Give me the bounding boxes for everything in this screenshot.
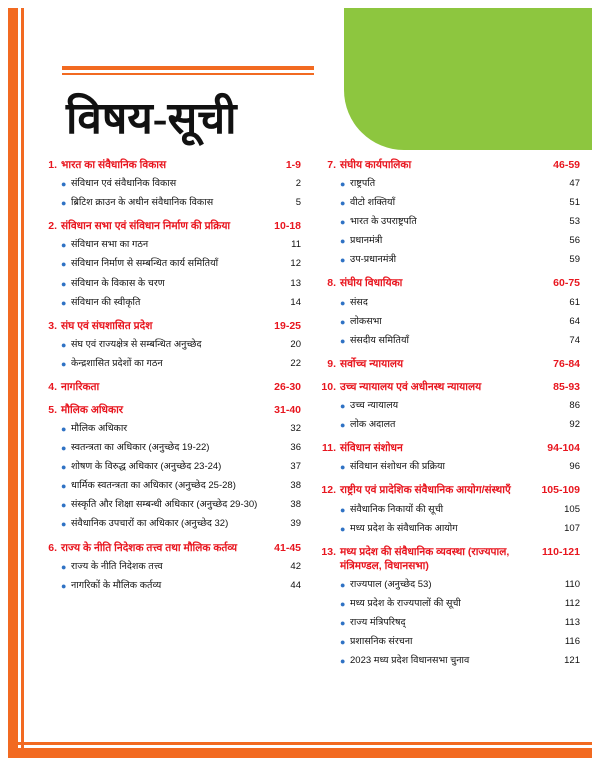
toc-subsection-title: संविधान निर्माण से सम्बन्धित कार्य समितियाँ [71, 258, 219, 270]
toc-subsection-page: 110 [564, 578, 580, 590]
toc-chapter-row[interactable] [319, 380, 580, 394]
toc-subsection-row[interactable] [319, 598, 580, 611]
toc-subsection-page: 56 [569, 235, 580, 247]
toc-chapter-pages: 60-75 [553, 277, 580, 290]
toc-subsection-page: 11 [291, 239, 301, 251]
bullet-icon: ● [61, 278, 67, 289]
toc-chapter-pages: 10-18 [274, 220, 301, 233]
toc-subsection-title: संसद [350, 296, 368, 308]
toc-chapter-title: संघ एवं संघशासित प्रदेश [61, 319, 153, 332]
toc-chapter-title: संविधान संशोधन [340, 442, 403, 455]
bullet-icon: ● [340, 504, 346, 515]
toc-subsection-title: उप-प्रधानमंत्री [350, 254, 397, 266]
toc-subsection-title: संस्कृति और शिक्षा सम्बन्धी अधिकार (अनुच्छेद 29-30) [71, 499, 258, 511]
toc-subsection-page: 38 [290, 499, 301, 511]
toc-subsection-page: 107 [564, 522, 580, 534]
toc-chapter-number: 4. [48, 380, 57, 393]
toc-subsection-title: 2023 मध्य प्रदेश विधानसभा चुनाव [350, 655, 470, 667]
toc-subsection-title: लोकसभा [350, 315, 382, 327]
toc-subsection-page: 47 [569, 178, 580, 190]
toc-subsection-row[interactable] [319, 216, 580, 229]
toc-subsection-page: 51 [569, 197, 580, 209]
toc-subsection-row[interactable] [40, 461, 301, 474]
toc-subsection-row[interactable] [40, 499, 301, 512]
toc-subsection-title: वीटो शक्तियाँ [350, 197, 396, 209]
toc-subsection-row[interactable] [40, 239, 301, 252]
toc-subsection-title: राज्य के नीति निदेशक तत्त्व [71, 560, 163, 572]
toc-chapter-number: 10. [321, 380, 336, 393]
bullet-icon: ● [61, 259, 67, 270]
bullet-icon: ● [340, 420, 346, 431]
toc-subsection-title: प्रधानमंत्री [350, 235, 383, 247]
bullet-icon: ● [61, 179, 67, 190]
toc-subsection-page: 61 [569, 296, 580, 308]
toc-subsection-page: 32 [290, 423, 301, 435]
bullet-icon: ● [340, 217, 346, 228]
bullet-icon: ● [61, 240, 67, 251]
decorative-left-bar [8, 8, 18, 758]
toc-chapter-title: सर्वोच्च न्यायालय [340, 357, 404, 370]
toc-subsection-page: 59 [569, 254, 580, 266]
toc-subsection-row[interactable] [319, 316, 580, 329]
toc-chapter-pages: 85-93 [553, 380, 580, 393]
bullet-icon: ● [340, 198, 346, 209]
toc-subsection-title: मौलिक अधिकार [71, 423, 128, 435]
bullet-icon: ● [61, 561, 67, 572]
bullet-icon: ● [340, 179, 346, 190]
bullet-icon: ● [340, 599, 346, 610]
toc-subsection-row[interactable] [40, 178, 301, 191]
toc-subsection-row[interactable] [319, 461, 580, 474]
toc-chapter-title: राज्य के नीति निदेशक तत्त्व तथा मौलिक कर्तव्य [61, 541, 238, 554]
toc-subsection-row[interactable] [319, 178, 580, 191]
toc-chapter-row[interactable] [319, 545, 580, 573]
toc-subsection-title: उच्च न्यायालय [350, 400, 399, 412]
bullet-icon: ● [340, 255, 346, 266]
toc-chapter-title: नागरिकता [61, 380, 100, 393]
toc-subsection-row[interactable] [319, 297, 580, 310]
toc-chapter-title: राष्ट्रीय एवं प्रादेशिक संवैधानिक आयोग/संस्थाएँ [340, 484, 511, 497]
toc-subsection-page: 121 [564, 655, 580, 667]
toc-subsection-title: स्वतन्त्रता का अधिकार (अनुच्छेद 19-22) [71, 442, 210, 454]
toc-subsection-page: 38 [290, 480, 301, 492]
toc-subsection-title: भारत के उपराष्ट्रपति [350, 216, 417, 228]
toc-chapter-number: 1. [48, 159, 57, 171]
toc-chapter-title: संघीय कार्यपालिका [340, 159, 412, 171]
bullet-icon: ● [61, 339, 67, 350]
toc-subsection-page: 2 [295, 178, 301, 190]
bullet-icon: ● [61, 500, 67, 511]
toc-chapter-pages: 19-25 [274, 319, 301, 332]
toc-subsection-page: 42 [290, 560, 301, 572]
toc-chapter-pages: 31-40 [274, 404, 301, 417]
toc-subsection-page: 116 [564, 636, 580, 648]
toc-subsection-page: 39 [290, 518, 301, 530]
toc-subsection-page: 5 [295, 197, 301, 209]
toc-columns [40, 158, 580, 668]
decorative-bottom-bar [8, 748, 592, 758]
toc-subsection-title: मध्य प्रदेश के राज्यपालों की सूची [350, 598, 461, 610]
toc-subsection-row[interactable] [319, 504, 580, 517]
decorative-green-block [432, 8, 592, 150]
toc-subsection-row[interactable] [40, 580, 301, 593]
toc-subsection-page: 22 [290, 357, 301, 369]
toc-chapter-title: संविधान सभा एवं संविधान निर्माण की प्रक्रिया [61, 220, 231, 233]
toc-subsection-title: धार्मिक स्वतन्त्रता का अधिकार (अनुच्छेद 25-28) [71, 480, 236, 492]
toc-subsection-row[interactable] [319, 335, 580, 348]
toc-subsection-page: 37 [290, 461, 301, 473]
toc-subsection-title: संविधान संशोधन की प्रक्रिया [350, 461, 446, 473]
toc-subsection-title: मध्य प्रदेश के संवैधानिक आयोग [350, 522, 458, 534]
toc-subsection-title: ब्रिटिश क्राउन के अधीन संवैधानिक विकास [71, 197, 214, 209]
toc-subsection-page: 92 [569, 419, 580, 431]
toc-chapter-pages: 110-121 [542, 545, 580, 558]
toc-subsection-title: लोक अदालत [350, 419, 396, 431]
toc-chapter-title: मध्य प्रदेश की संवैधानिक व्यवस्था (राज्यपाल, मंत्रिमण्डल, विधानसभा) [340, 545, 510, 572]
toc-subsection-title: संविधान एवं संवैधानिक विकास [71, 178, 177, 190]
toc-chapter-number: 9. [327, 357, 336, 370]
toc-subsection-row[interactable] [40, 297, 301, 310]
toc-chapter-pages: 105-109 [541, 484, 580, 497]
bullet-icon: ● [61, 462, 67, 473]
decorative-title-rule-thin [62, 73, 314, 75]
toc-chapter-pages: 94-104 [547, 442, 580, 455]
toc-subsection-page: 112 [564, 598, 580, 610]
toc-chapter-row[interactable] [40, 219, 301, 233]
toc-subsection-title: संविधान सभा का गठन [71, 239, 149, 251]
bullet-icon: ● [61, 424, 67, 435]
toc-subsection-page: 14 [290, 296, 301, 308]
toc-column-left [40, 158, 301, 668]
toc-subsection-page: 105 [564, 503, 580, 515]
decorative-left-bar-thin [21, 8, 24, 758]
toc-subsection-page: 96 [569, 461, 580, 473]
toc-subsection-title: राष्ट्रपति [350, 178, 376, 190]
toc-subsection-page: 86 [569, 400, 580, 412]
toc-chapter-title: भारत का संवैधानिक विकास [61, 159, 167, 171]
toc-chapter-row[interactable] [40, 541, 301, 555]
toc-subsection-title: नागरिकों के मौलिक कर्तव्य [71, 579, 162, 591]
toc-chapter-row[interactable] [40, 380, 301, 394]
toc-chapter-number: 12. [321, 484, 336, 497]
toc-subsection-row[interactable] [40, 258, 301, 271]
toc-subsection-row[interactable] [319, 523, 580, 536]
bullet-icon: ● [61, 481, 67, 492]
toc-subsection-row[interactable] [40, 561, 301, 574]
toc-chapter-number: 5. [48, 404, 57, 417]
bullet-icon: ● [340, 335, 346, 346]
decorative-bottom-bar-thin [8, 742, 592, 745]
toc-subsection-page: 36 [290, 442, 301, 454]
toc-chapter-title: मौलिक अधिकार [61, 404, 124, 417]
toc-subsection-row[interactable] [40, 278, 301, 291]
toc-chapter-number: 8. [327, 277, 336, 290]
toc-subsection-row[interactable] [40, 480, 301, 493]
bullet-icon: ● [340, 462, 346, 473]
bullet-icon: ● [61, 443, 67, 454]
toc-chapter-pages: 76-84 [553, 357, 580, 370]
toc-subsection-page: 53 [569, 216, 580, 228]
toc-subsection-title: राज्यपाल (अनुच्छेद 53) [350, 578, 432, 590]
bullet-icon: ● [340, 523, 346, 534]
bullet-icon: ● [61, 358, 67, 369]
toc-subsection-page: 64 [569, 315, 580, 327]
bullet-icon: ● [340, 401, 346, 412]
toc-subsection-title: संवैधानिक उपचारों का अधिकार (अनुच्छेद 32) [71, 518, 229, 530]
bullet-icon: ● [340, 236, 346, 247]
bullet-icon: ● [340, 656, 346, 667]
toc-subsection-row[interactable] [319, 235, 580, 248]
toc-subsection-row[interactable] [40, 339, 301, 352]
toc-chapter-row[interactable] [319, 357, 580, 371]
toc-subsection-row[interactable] [40, 518, 301, 531]
bullet-icon: ● [340, 297, 346, 308]
bullet-icon: ● [61, 297, 67, 308]
toc-chapter-pages: 1-9 [285, 159, 301, 171]
toc-subsection-title: शोषण के विरुद्ध अधिकार (अनुच्छेद 23-24) [71, 461, 222, 473]
bullet-icon: ● [340, 316, 346, 327]
toc-subsection-row[interactable] [40, 423, 301, 436]
toc-chapter-number: 3. [48, 319, 57, 332]
page-title: विषय-सूची [66, 94, 237, 143]
bullet-icon: ● [61, 580, 67, 591]
toc-chapter-number: 11. [321, 442, 336, 455]
decorative-title-rule [62, 66, 314, 70]
toc-subsection-title: राज्य मंत्रिपरिषद् [350, 617, 406, 629]
toc-subsection-title: संघ एवं राज्यक्षेत्र से सम्बन्धित अनुच्छेद [71, 338, 202, 350]
toc-subsection-title: संसदीय समितियाँ [350, 334, 409, 346]
toc-subsection-row[interactable] [319, 197, 580, 210]
toc-chapter-number: 2. [48, 220, 57, 233]
toc-subsection-row[interactable] [319, 579, 580, 592]
toc-subsection-row[interactable] [319, 400, 580, 413]
toc-chapter-number: 7. [327, 159, 336, 171]
toc-chapter-row[interactable] [40, 403, 301, 417]
toc-subsection-page: 13 [290, 277, 301, 289]
toc-chapter-title: संघीय विधायिका [340, 277, 403, 290]
toc-subsection-row[interactable] [40, 197, 301, 210]
toc-chapter-number: 6. [48, 541, 57, 554]
bullet-icon: ● [61, 519, 67, 530]
toc-subsection-row[interactable] [319, 655, 580, 668]
toc-chapter-number: 13. [321, 545, 336, 558]
toc-subsection-row[interactable] [40, 442, 301, 455]
toc-subsection-row[interactable] [319, 254, 580, 267]
toc-subsection-page: 74 [569, 334, 580, 346]
toc-subsection-title: केन्द्रशासित प्रदेशों का गठन [71, 357, 163, 369]
toc-chapter-row[interactable] [40, 158, 301, 172]
toc-chapter-title: उच्च न्यायालय एवं अधीनस्थ न्यायालय [340, 380, 482, 393]
toc-subsection-page: 44 [290, 579, 301, 591]
bullet-icon: ● [61, 198, 67, 209]
toc-subsection-title: प्रशासनिक संरचना [350, 636, 413, 648]
toc-subsection-page: 12 [290, 258, 301, 270]
toc-chapter-pages: 26-30 [274, 380, 301, 393]
toc-column-right [319, 158, 580, 668]
toc-subsection-page: 113 [564, 617, 580, 629]
toc-subsection-row[interactable] [319, 617, 580, 630]
toc-chapter-pages: 46-59 [553, 159, 580, 171]
toc-subsection-row[interactable] [319, 419, 580, 432]
toc-chapter-pages: 41-45 [274, 541, 301, 554]
toc-chapter-row[interactable] [319, 158, 580, 172]
bullet-icon: ● [340, 579, 346, 590]
toc-subsection-title: संवैधानिक निकायों की सूची [350, 503, 444, 515]
toc-chapter-row[interactable] [319, 441, 580, 455]
bullet-icon: ● [340, 618, 346, 629]
toc-chapter-row[interactable] [40, 319, 301, 333]
toc-subsection-page: 20 [290, 338, 301, 350]
toc-chapter-row[interactable] [319, 483, 580, 497]
toc-chapter-row[interactable] [319, 276, 580, 290]
toc-subsection-row[interactable] [40, 358, 301, 371]
toc-subsection-title: संविधान की स्वीकृति [71, 296, 141, 308]
toc-subsection-row[interactable] [319, 636, 580, 649]
toc-subsection-title: संविधान के विकास के चरण [71, 277, 165, 289]
bullet-icon: ● [340, 637, 346, 648]
